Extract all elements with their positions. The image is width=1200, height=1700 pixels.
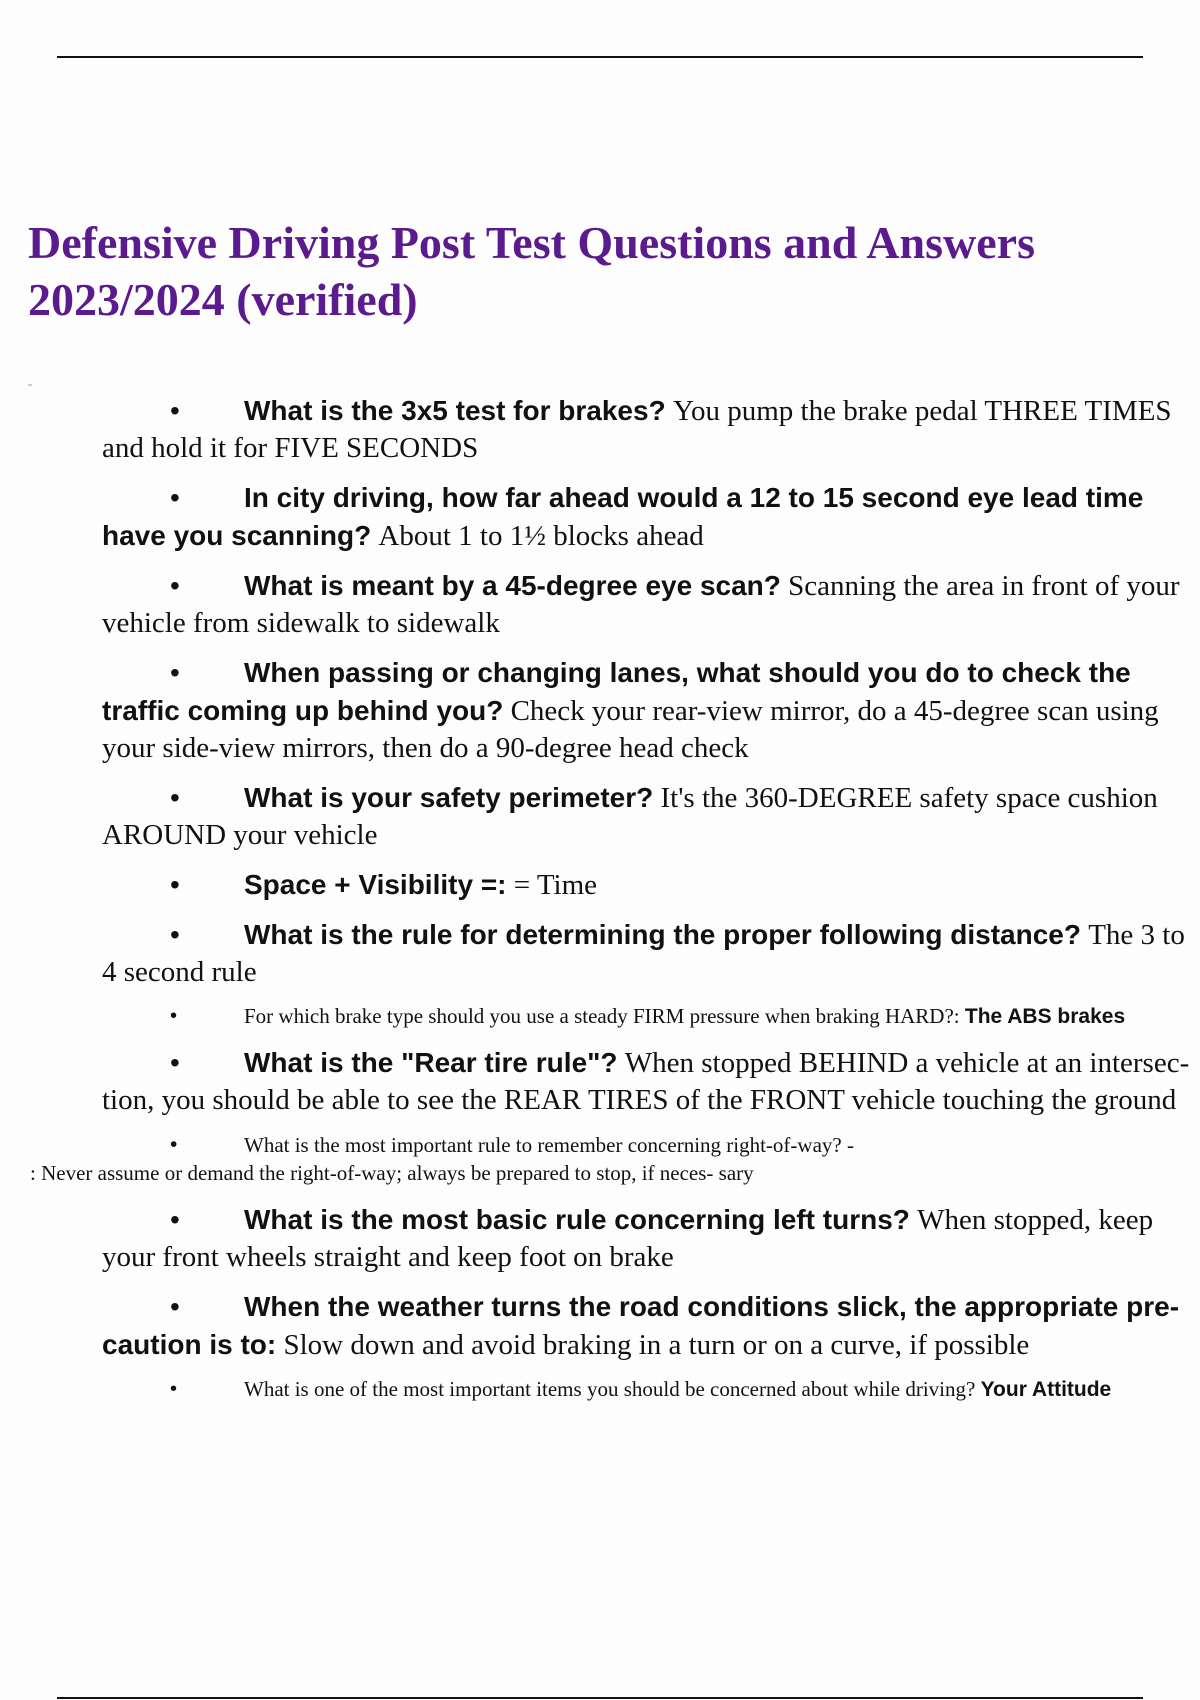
- bullet-icon: •: [170, 570, 180, 601]
- question-text: When the weather turns the road conditions slick, the appropriate pre- caution is to:: [102, 1291, 1180, 1360]
- bottom-rule: [57, 1697, 1143, 1699]
- answer-text: Check your rear-view mirror, do a 45-degree scan using your side-view mirrors, then do a 90-degree head check: [102, 695, 1159, 764]
- question-text: For which brake type should you use a steady FIRM pressure when braking HARD?:: [244, 1004, 960, 1028]
- list-item: [0, 654, 1200, 767]
- bullet-icon: •: [170, 1291, 180, 1322]
- question-text: What is the most basic rule concerning left turns?: [244, 1204, 910, 1235]
- bullet-icon: •: [170, 395, 180, 426]
- answer-text: : Never assume or demand the right-of-way; always be prepared to stop, if neces- sary: [30, 1161, 754, 1185]
- bullet-icon: •: [170, 482, 180, 513]
- question-text: In city driving, how far ahead would a 12 to 15 second eye lead time have you scanning?: [102, 482, 1144, 551]
- list-item: [0, 1003, 1200, 1030]
- title-line-2: 2023/2024 (verified): [28, 274, 418, 325]
- bullet-icon: •: [170, 1005, 178, 1027]
- bullet-icon: •: [170, 657, 180, 688]
- answer-text: = Time: [513, 869, 598, 901]
- question-text: What is the "Rear tire rule"?: [244, 1047, 618, 1078]
- list-item: [0, 1288, 1200, 1364]
- answer-text: When stopped, keep your front wheels straight and keep foot on brake: [102, 1204, 1154, 1273]
- bullet-icon: •: [170, 1047, 180, 1078]
- qa-list: [0, 392, 1200, 1417]
- answer-text: Your Attitude: [980, 1378, 1112, 1401]
- list-item: [0, 779, 1200, 854]
- title-line-1: Defensive Driving Post Test Questions and Answers: [28, 217, 1035, 268]
- question-text: What is one of the most important items you should be concerned about while driving?: [244, 1377, 976, 1401]
- bullet-icon: •: [170, 1133, 178, 1156]
- list-item: [0, 916, 1200, 991]
- answer-text: About 1 to 1½ blocks ahead: [378, 520, 704, 552]
- document-title: [28, 214, 1168, 328]
- bullet-icon: •: [170, 919, 180, 950]
- bullet-icon: •: [170, 782, 180, 813]
- question-text: When passing or changing lanes, what should you do to check the traffic coming up behind you?: [102, 657, 1131, 726]
- top-rule: [57, 56, 1143, 58]
- answer-text: Scanning the area in front of your vehicle from sidewalk to sidewalk: [102, 570, 1180, 639]
- bullet-icon: •: [170, 1378, 178, 1400]
- list-item: [0, 1201, 1200, 1276]
- answer-text: The 3 to 4 second rule: [102, 919, 1185, 988]
- list-item: [0, 1044, 1200, 1119]
- list-item: [0, 479, 1200, 555]
- answer-text: When stopped BEHIND a vehicle at an intersec- tion, you should be able to see the REAR TIRES of the FRONT vehicle touching the ground: [102, 1047, 1190, 1116]
- list-item: [0, 1131, 1200, 1187]
- question-text: What is meant by a 45-degree eye scan?: [244, 570, 781, 601]
- stray-mark: [28, 384, 32, 386]
- question-text: What is the rule for determining the proper following distance?: [244, 919, 1081, 950]
- question-text: Space + Visibility =:: [244, 869, 507, 900]
- list-item: [0, 866, 1200, 904]
- answer-text: You pump the brake pedal THREE TIMES and hold it for FIVE SECONDS: [102, 395, 1172, 464]
- list-item: [0, 392, 1200, 467]
- list-item: [0, 567, 1200, 642]
- question-text: What is your safety perimeter?: [244, 782, 654, 813]
- answer-text: Slow down and avoid braking in a turn or on a curve, if possible: [283, 1329, 1030, 1361]
- answer-text: The ABS brakes: [964, 1005, 1126, 1028]
- question-text: What is the 3x5 test for brakes?: [244, 395, 666, 426]
- question-text: What is the most important rule to remember concerning right-of-way? -: [244, 1133, 854, 1157]
- bullet-icon: •: [170, 1204, 180, 1235]
- answer-text: It's the 360-DEGREE safety space cushion AROUND your vehicle: [102, 782, 1158, 851]
- bullet-icon: •: [170, 869, 180, 900]
- list-item: [0, 1376, 1200, 1403]
